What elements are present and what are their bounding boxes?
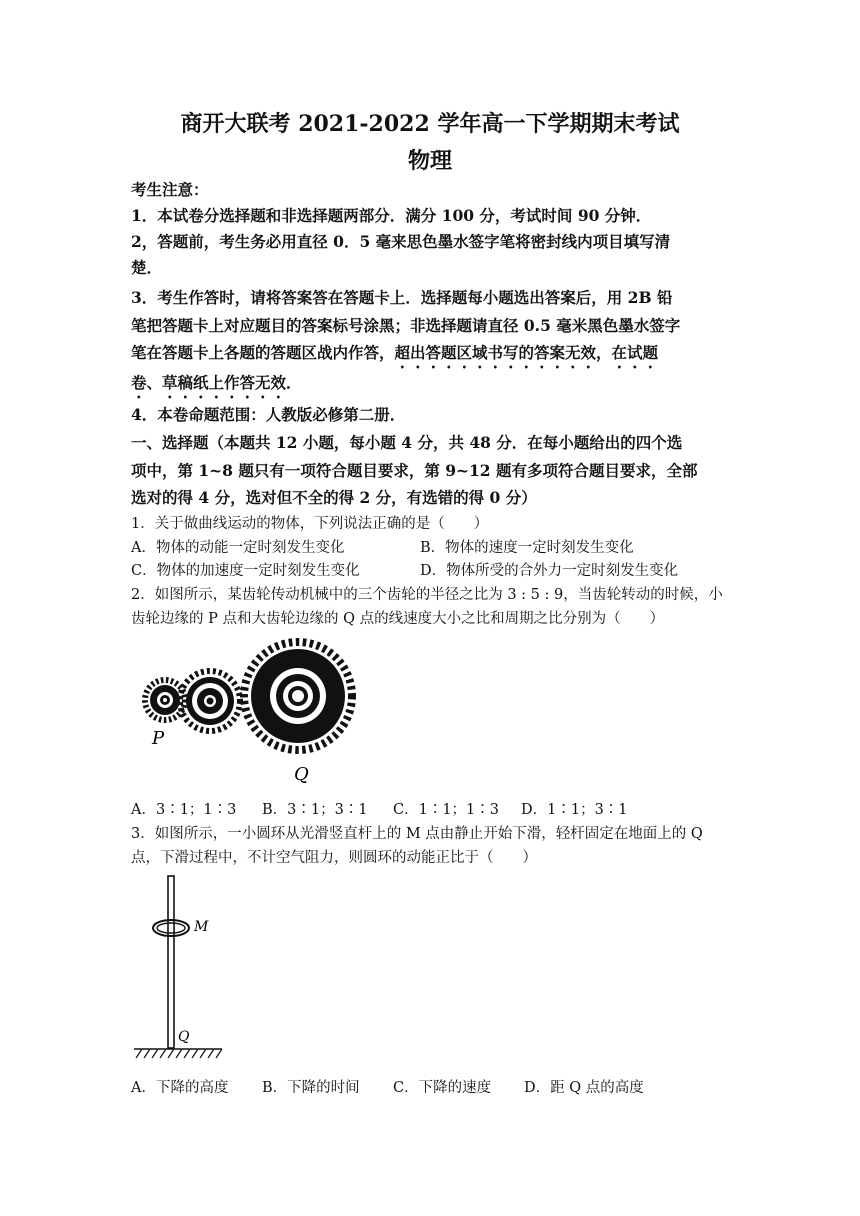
notice-item-2-line-2: 楚． bbox=[131, 258, 163, 277]
notice-item-2-line-1: 2，答题前，考生务必用直径 0．5 毫来思色墨水签字笔将密封线内项目填写清 bbox=[131, 232, 671, 251]
q1-option-c: C．物体的加速度一定时刻发生变化 bbox=[131, 563, 360, 579]
q3-option-d: D．距 Q 点的高度 bbox=[524, 1080, 644, 1096]
label-p: P bbox=[152, 728, 165, 749]
label-q: Q bbox=[294, 764, 309, 785]
ground-hatching bbox=[136, 1049, 222, 1058]
label-m: M bbox=[194, 919, 209, 935]
notice-item-1: 1．本试卷分选择题和非选择题两部分．满分 100 分，考试时间 90 分钟． bbox=[131, 206, 652, 225]
small-gear-icon bbox=[145, 680, 185, 720]
q1-stem: 1．关于做曲线运动的物体，下列说法正确的是（ ） bbox=[131, 516, 489, 532]
q3-option-a: A．下降的高度 bbox=[131, 1080, 229, 1096]
q3-stem-line-2: 点，下滑过程中，不计空气阻力，则圆环的动能正比于（ ） bbox=[131, 850, 537, 866]
q3-option-b: B．下降的时间 bbox=[262, 1080, 360, 1096]
q2-option-a: A．3∶1；1∶3 bbox=[131, 802, 237, 818]
q2-option-d: D．1∶1；3∶1 bbox=[521, 802, 628, 818]
gear-figure bbox=[130, 630, 360, 790]
q3-stem-line-1: 3．如图所示，一小圆环从光滑竖直杆上的 M 点由静止开始下滑，轻杆固定在地面上的 Q bbox=[131, 826, 703, 842]
exam-subject: 物理 bbox=[407, 148, 452, 174]
notice-item-3-line-3 bbox=[131, 341, 658, 372]
rod-ring-figure bbox=[130, 868, 240, 1068]
q1-option-d: D．物体所受的合外力一定时刻发生变化 bbox=[420, 563, 679, 579]
notice-item-4: 4．本卷命题范围：人教版必修第二册． bbox=[131, 405, 406, 424]
section-heading-line-1: 一、选择题（本题共 12 小题，每小题 4 分，共 48 分．在每小题给出的四个选 bbox=[131, 433, 683, 452]
exam-title: 商开大联考 2021-2022 学年高一下学期期末考试 bbox=[180, 111, 680, 137]
q2-stem-line-1: 2．如图所示，某齿轮传动机械中的三个齿轮的半径之比为 3 : 5 : 9，当齿轮转动的时候，小 bbox=[131, 587, 723, 603]
section-heading-line-3: 选对的得 4 分，选对但不全的得 2 分，有选错的得 0 分） bbox=[131, 488, 537, 507]
q3-option-c: C．下降的速度 bbox=[393, 1080, 492, 1096]
notice-text: ． bbox=[286, 373, 302, 392]
q1-option-b: B．物体的速度一定时刻发生变化 bbox=[420, 540, 634, 556]
large-gear-icon bbox=[244, 642, 352, 750]
emphasis-text: 在试题 bbox=[611, 343, 659, 362]
notice-item-3-line-1: 3．考生作答时，请将答案答在答题卡上．选择题每小题选出答案后，用 2B 铅 bbox=[131, 288, 673, 307]
section-heading-line-2: 项中，第 1~8 题只有一项符合题目要求，第 9~12 题有多项符合题目要求，全部 bbox=[131, 461, 698, 480]
notice-item-3-line-2: 笔把答题卡上对应题目的答案标号涂黑；非选择题请直径 0.5 毫米黑色墨水签字 bbox=[131, 316, 681, 335]
rod bbox=[168, 876, 174, 1048]
q2-stem-line-2: 齿轮边缘的 P 点和大齿轮边缘的 Q 点的线速度大小之比和周期之比分别为（ ） bbox=[131, 611, 665, 627]
notice-text: ， bbox=[596, 343, 612, 362]
q1-option-a: A．物体的动能一定时刻发生变化 bbox=[131, 540, 345, 556]
medium-gear-icon bbox=[180, 671, 240, 731]
notice-item-3-line-4 bbox=[131, 371, 302, 402]
q2-option-b: B．3∶1；3∶1 bbox=[262, 802, 368, 818]
q2-option-c: C．1∶1；1∶3 bbox=[393, 802, 499, 818]
emphasis-text: 超出答题区域书写的答案无效 bbox=[394, 343, 597, 362]
emphasis-text: 卷、草稿纸上作答无效 bbox=[131, 373, 287, 392]
notice-heading: 考生注意： bbox=[131, 180, 209, 199]
notice-text: 笔在答题卡上各题的答题区战内作答， bbox=[131, 343, 395, 362]
label-q: Q bbox=[178, 1029, 190, 1045]
